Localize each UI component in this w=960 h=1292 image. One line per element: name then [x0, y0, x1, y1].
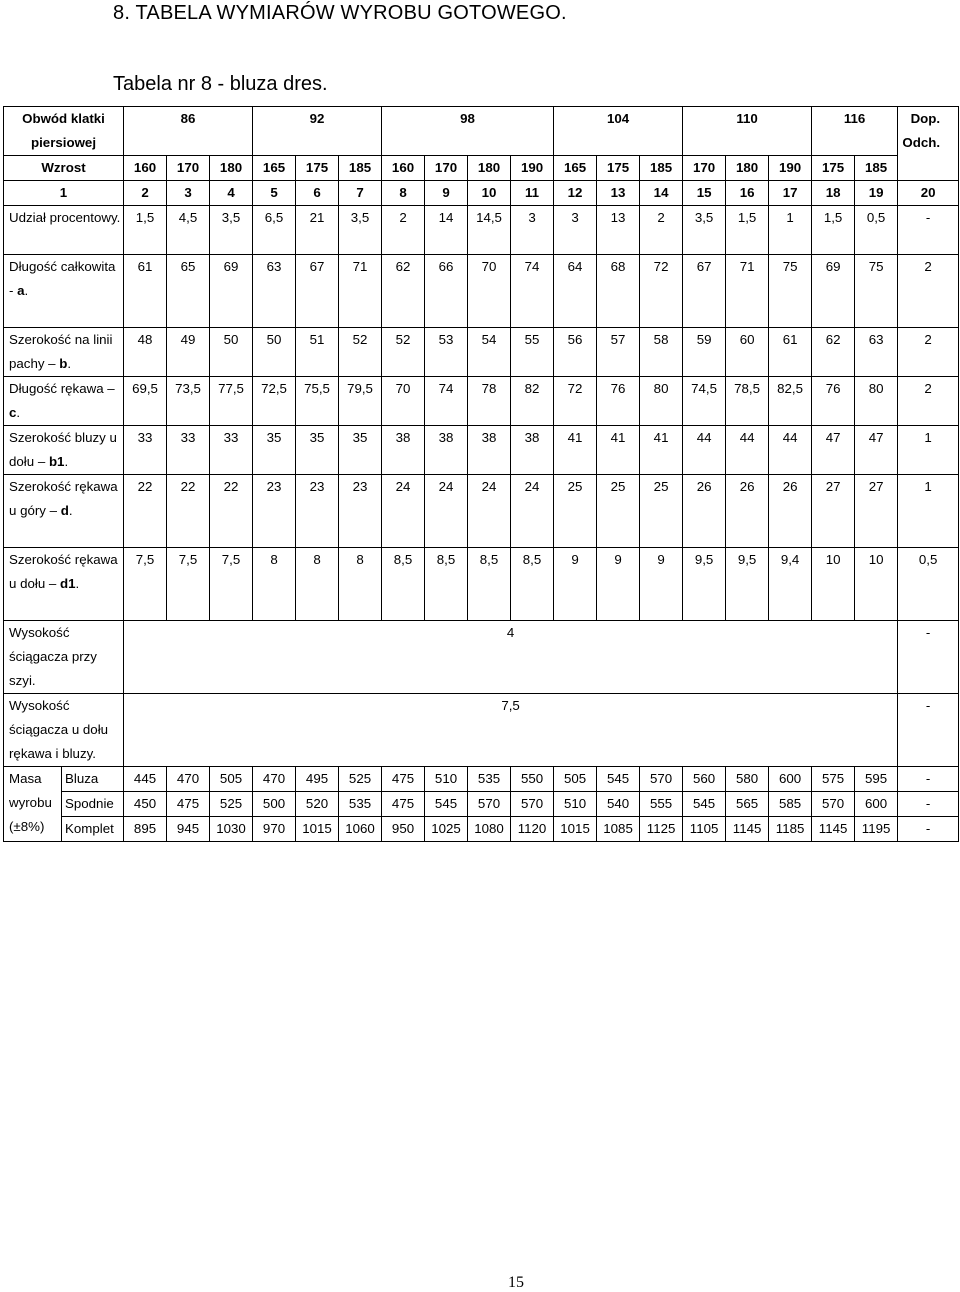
measurement-value: 2 — [640, 206, 683, 255]
height-value: 175 — [296, 156, 339, 181]
measurement-value: 1,5 — [812, 206, 855, 255]
chest-value: 86 — [124, 107, 253, 156]
height-value: 180 — [468, 156, 511, 181]
height-value: 180 — [726, 156, 769, 181]
measurement-value: 9 — [640, 548, 683, 621]
index-value: 20 — [898, 181, 959, 206]
measurement-value: 26 — [769, 475, 812, 548]
height-value: 170 — [683, 156, 726, 181]
mass-value: 520 — [296, 792, 339, 817]
measurement-value: 35 — [296, 426, 339, 475]
measurement-code: a — [17, 283, 25, 298]
measurement-value: 3 — [511, 206, 554, 255]
index-value: 9 — [425, 181, 468, 206]
mass-value: 1030 — [210, 817, 253, 842]
section-heading: 8. TABELA WYMIARÓW WYROBU GOTOWEGO. — [113, 2, 567, 24]
measurement-value: 74 — [511, 255, 554, 328]
mass-value: 535 — [468, 767, 511, 792]
measurement-row — [4, 475, 959, 548]
measurement-value: 22 — [210, 475, 253, 548]
measurement-value: 70 — [382, 377, 425, 426]
mass-value: 510 — [554, 792, 597, 817]
measurement-row — [4, 548, 959, 621]
tolerance-value: 2 — [898, 255, 959, 328]
index-value: 7 — [339, 181, 382, 206]
measurement-value: 75,5 — [296, 377, 339, 426]
mass-value: 565 — [726, 792, 769, 817]
mass-value: 1105 — [683, 817, 726, 842]
measurement-value: 78,5 — [726, 377, 769, 426]
measurement-value: 60 — [726, 328, 769, 377]
measurement-value: 74 — [425, 377, 468, 426]
measurement-value: 25 — [640, 475, 683, 548]
measurement-value: 44 — [726, 426, 769, 475]
mass-value: 1185 — [769, 817, 812, 842]
measurement-value: 75 — [769, 255, 812, 328]
measurement-value: 57 — [597, 328, 640, 377]
tolerance-value: 1 — [898, 426, 959, 475]
measurement-value: 48 — [124, 328, 167, 377]
measurement-value: 72 — [554, 377, 597, 426]
measurement-value: 67 — [683, 255, 726, 328]
measurement-value: 10 — [812, 548, 855, 621]
measurement-value: 73,5 — [167, 377, 210, 426]
measurement-value: 62 — [382, 255, 425, 328]
measurement-value: 41 — [554, 426, 597, 475]
measurement-value: 41 — [597, 426, 640, 475]
height-value: 160 — [124, 156, 167, 181]
measurement-value: 59 — [683, 328, 726, 377]
measurement-value: 3 — [554, 206, 597, 255]
measurement-value: 67 — [296, 255, 339, 328]
measurement-label: Udział procentowy. — [4, 206, 124, 255]
header-row-index — [4, 181, 959, 206]
measurement-value: 52 — [339, 328, 382, 377]
measurement-code: c — [9, 405, 17, 420]
measurement-value: 72,5 — [253, 377, 296, 426]
measurement-label: Szerokość bluzy u dołu – b1. — [4, 426, 124, 475]
measurement-value: 65 — [167, 255, 210, 328]
height-value: 185 — [855, 156, 898, 181]
measurement-label: Długość całkowita - a. — [4, 255, 124, 328]
index-value: 8 — [382, 181, 425, 206]
index-value: 16 — [726, 181, 769, 206]
chest-value: 98 — [382, 107, 554, 156]
mass-value: 1195 — [855, 817, 898, 842]
measurement-value: 0,5 — [855, 206, 898, 255]
page-number: 15 — [508, 1274, 524, 1291]
mass-value: 445 — [124, 767, 167, 792]
measurement-value: 23 — [253, 475, 296, 548]
measurement-value: 14 — [425, 206, 468, 255]
measurement-value: 8 — [296, 548, 339, 621]
mass-value: 545 — [683, 792, 726, 817]
measurement-value: 8,5 — [511, 548, 554, 621]
measurement-value: 71 — [726, 255, 769, 328]
mass-value: 1060 — [339, 817, 382, 842]
mass-value: 475 — [382, 792, 425, 817]
mass-value: 600 — [855, 792, 898, 817]
mass-row — [4, 767, 959, 792]
measurement-value: 3,5 — [210, 206, 253, 255]
measurement-value: 80 — [640, 377, 683, 426]
index-value: 15 — [683, 181, 726, 206]
mass-value: 470 — [253, 767, 296, 792]
measurement-value: 63 — [855, 328, 898, 377]
mass-value: 570 — [468, 792, 511, 817]
mass-value: 495 — [296, 767, 339, 792]
measurement-code: b1 — [48, 454, 65, 469]
measurement-row — [4, 377, 959, 426]
measurement-value: 70 — [468, 255, 511, 328]
measurement-value: 71 — [339, 255, 382, 328]
mass-row — [4, 817, 959, 842]
measurement-value: 35 — [339, 426, 382, 475]
measurement-value: 56 — [554, 328, 597, 377]
height-value: 175 — [812, 156, 855, 181]
mass-item-name: Spodnie — [62, 792, 124, 817]
measurement-value: 62 — [812, 328, 855, 377]
mass-value: 945 — [167, 817, 210, 842]
index-value: 6 — [296, 181, 339, 206]
mass-value: 555 — [640, 792, 683, 817]
measurement-value: 38 — [468, 426, 511, 475]
height-value: 175 — [597, 156, 640, 181]
measurement-value: 69,5 — [124, 377, 167, 426]
tolerance-value: - — [898, 817, 959, 842]
mass-value: 545 — [597, 767, 640, 792]
mass-value: 550 — [511, 767, 554, 792]
mass-item-name: Bluza — [62, 767, 124, 792]
measurement-value: 22 — [124, 475, 167, 548]
mass-value: 470 — [167, 767, 210, 792]
measurement-value: 24 — [382, 475, 425, 548]
measurement-value: 27 — [855, 475, 898, 548]
mass-value: 1145 — [812, 817, 855, 842]
measurement-value: 44 — [769, 426, 812, 475]
mass-value: 525 — [210, 792, 253, 817]
measurement-value: 9,5 — [683, 548, 726, 621]
measurement-value: 25 — [597, 475, 640, 548]
header-row-chest — [4, 107, 959, 156]
mass-value: 545 — [425, 792, 468, 817]
mass-value: 505 — [210, 767, 253, 792]
mass-value: 500 — [253, 792, 296, 817]
mass-value: 540 — [597, 792, 640, 817]
tolerance-value: 0,5 — [898, 548, 959, 621]
height-value: 180 — [210, 156, 253, 181]
mass-value: 1015 — [296, 817, 339, 842]
measurement-value: 7,5 — [210, 548, 253, 621]
measurement-code: b — [59, 356, 68, 371]
mass-value: 570 — [812, 792, 855, 817]
mass-row — [4, 792, 959, 817]
measurement-value: 82,5 — [769, 377, 812, 426]
index-value: 12 — [554, 181, 597, 206]
tolerance-value: 2 — [898, 328, 959, 377]
chest-label: Obwód klatki piersiowej — [4, 107, 124, 156]
index-value: 11 — [511, 181, 554, 206]
measurement-value: 38 — [511, 426, 554, 475]
mass-value: 450 — [124, 792, 167, 817]
measurement-value: 10 — [855, 548, 898, 621]
measurement-value: 1,5 — [726, 206, 769, 255]
measurement-value: 80 — [855, 377, 898, 426]
measurement-value: 49 — [167, 328, 210, 377]
measurement-value: 24 — [425, 475, 468, 548]
measurement-value: 9 — [597, 548, 640, 621]
mass-value: 1015 — [554, 817, 597, 842]
measurement-value: 9,4 — [769, 548, 812, 621]
measurement-value: 64 — [554, 255, 597, 328]
header-row-height — [4, 156, 959, 181]
index-value: 4 — [210, 181, 253, 206]
index-value: 14 — [640, 181, 683, 206]
measurement-value: 2 — [382, 206, 425, 255]
mass-value: 585 — [769, 792, 812, 817]
hem-value: 7,5 — [124, 694, 898, 767]
cuff-row — [4, 621, 959, 694]
index-value: 1 — [4, 181, 124, 206]
height-value: 160 — [382, 156, 425, 181]
measurement-value: 35 — [253, 426, 296, 475]
height-value: 190 — [769, 156, 812, 181]
index-value: 10 — [468, 181, 511, 206]
measurement-value: 47 — [812, 426, 855, 475]
measurement-label: Szerokość rękawa u dołu – d1. — [4, 548, 124, 621]
measurement-value: 41 — [640, 426, 683, 475]
dimensions-table — [3, 106, 959, 842]
measurement-value: 63 — [253, 255, 296, 328]
tolerance-value: 2 — [898, 377, 959, 426]
mass-value: 510 — [425, 767, 468, 792]
measurement-value: 72 — [640, 255, 683, 328]
chest-value: 92 — [253, 107, 382, 156]
height-value: 185 — [339, 156, 382, 181]
measurement-value: 61 — [769, 328, 812, 377]
measurement-value: 50 — [210, 328, 253, 377]
measurement-value: 61 — [124, 255, 167, 328]
measurement-value: 24 — [511, 475, 554, 548]
mass-value: 475 — [382, 767, 425, 792]
cuff-value: 4 — [124, 621, 898, 694]
measurement-value: 76 — [812, 377, 855, 426]
mass-value: 1085 — [597, 817, 640, 842]
chest-value: 104 — [554, 107, 683, 156]
index-value: 2 — [124, 181, 167, 206]
mass-value: 970 — [253, 817, 296, 842]
mass-value: 895 — [124, 817, 167, 842]
measurement-value: 21 — [296, 206, 339, 255]
measurement-value: 13 — [597, 206, 640, 255]
index-value: 13 — [597, 181, 640, 206]
chest-value: 116 — [812, 107, 898, 156]
measurement-value: 50 — [253, 328, 296, 377]
mass-value: 570 — [511, 792, 554, 817]
measurement-value: 66 — [425, 255, 468, 328]
measurement-value: 77,5 — [210, 377, 253, 426]
mass-value: 560 — [683, 767, 726, 792]
height-value: 165 — [554, 156, 597, 181]
mass-value: 475 — [167, 792, 210, 817]
tolerance-value: 1 — [898, 475, 959, 548]
measurement-value: 75 — [855, 255, 898, 328]
measurement-value: 52 — [382, 328, 425, 377]
tolerance-value: - — [898, 767, 959, 792]
measurement-value: 1,5 — [124, 206, 167, 255]
measurement-value: 76 — [597, 377, 640, 426]
measurement-value: 6,5 — [253, 206, 296, 255]
measurement-row — [4, 255, 959, 328]
tolerance-header: Dop. Odch. — [898, 107, 959, 181]
measurement-value: 38 — [425, 426, 468, 475]
measurement-value: 58 — [640, 328, 683, 377]
measurement-label: Długość rękawa – c. — [4, 377, 124, 426]
measurement-value: 82 — [511, 377, 554, 426]
measurement-value: 47 — [855, 426, 898, 475]
measurement-label: Szerokość na linii pachy – b. — [4, 328, 124, 377]
measurement-value: 1 — [769, 206, 812, 255]
mass-value: 505 — [554, 767, 597, 792]
measurement-value: 26 — [683, 475, 726, 548]
measurement-value: 8 — [339, 548, 382, 621]
measurement-code: d — [60, 503, 69, 518]
tolerance-value: - — [898, 694, 959, 767]
measurement-value: 69 — [210, 255, 253, 328]
measurement-value: 8,5 — [425, 548, 468, 621]
measurement-value: 24 — [468, 475, 511, 548]
height-value: 170 — [425, 156, 468, 181]
measurement-value: 33 — [210, 426, 253, 475]
mass-value: 570 — [640, 767, 683, 792]
measurement-code: d1 — [60, 576, 76, 591]
measurement-value: 8,5 — [382, 548, 425, 621]
measurement-value: 68 — [597, 255, 640, 328]
measurement-value: 51 — [296, 328, 339, 377]
height-value: 185 — [640, 156, 683, 181]
mass-value: 600 — [769, 767, 812, 792]
mass-value: 1080 — [468, 817, 511, 842]
height-value: 170 — [167, 156, 210, 181]
index-value: 3 — [167, 181, 210, 206]
mass-value: 1025 — [425, 817, 468, 842]
mass-value: 580 — [726, 767, 769, 792]
measurement-value: 53 — [425, 328, 468, 377]
index-value: 5 — [253, 181, 296, 206]
measurement-value: 38 — [382, 426, 425, 475]
chest-value: 110 — [683, 107, 812, 156]
measurement-value: 23 — [339, 475, 382, 548]
mass-value: 950 — [382, 817, 425, 842]
measurement-value: 8 — [253, 548, 296, 621]
measurement-value: 22 — [167, 475, 210, 548]
measurement-value: 7,5 — [124, 548, 167, 621]
measurement-row — [4, 328, 959, 377]
measurement-value: 8,5 — [468, 548, 511, 621]
index-value: 17 — [769, 181, 812, 206]
measurement-value: 74,5 — [683, 377, 726, 426]
measurement-value: 69 — [812, 255, 855, 328]
measurement-value: 9 — [554, 548, 597, 621]
measurement-value: 3,5 — [339, 206, 382, 255]
height-value: 165 — [253, 156, 296, 181]
mass-item-name: Komplet — [62, 817, 124, 842]
mass-value: 535 — [339, 792, 382, 817]
mass-value: 595 — [855, 767, 898, 792]
measurement-value: 33 — [167, 426, 210, 475]
index-value: 18 — [812, 181, 855, 206]
measurement-value: 55 — [511, 328, 554, 377]
measurement-row — [4, 206, 959, 255]
index-value: 19 — [855, 181, 898, 206]
measurement-value: 25 — [554, 475, 597, 548]
mass-label: Masa wyrobu (±8%) — [4, 767, 62, 842]
measurement-value: 33 — [124, 426, 167, 475]
mass-value: 525 — [339, 767, 382, 792]
tolerance-value: - — [898, 621, 959, 694]
mass-value: 1125 — [640, 817, 683, 842]
tolerance-value: - — [898, 206, 959, 255]
cuff-label: Wysokość ściągacza przy szyi. — [4, 621, 124, 694]
hem-row — [4, 694, 959, 767]
height-label: Wzrost — [4, 156, 124, 181]
mass-value: 575 — [812, 767, 855, 792]
measurement-value: 79,5 — [339, 377, 382, 426]
measurement-value: 14,5 — [468, 206, 511, 255]
mass-value: 1120 — [511, 817, 554, 842]
height-value: 190 — [511, 156, 554, 181]
measurement-value: 26 — [726, 475, 769, 548]
tolerance-value: - — [898, 792, 959, 817]
table-caption: Tabela nr 8 - bluza dres. — [113, 73, 328, 95]
measurement-value: 78 — [468, 377, 511, 426]
hem-label: Wysokość ściągacza u dołu rękawa i bluzy. — [4, 694, 124, 767]
measurement-value: 27 — [812, 475, 855, 548]
measurement-row — [4, 426, 959, 475]
measurement-value: 7,5 — [167, 548, 210, 621]
measurement-value: 9,5 — [726, 548, 769, 621]
measurement-value: 3,5 — [683, 206, 726, 255]
measurement-value: 23 — [296, 475, 339, 548]
measurement-value: 54 — [468, 328, 511, 377]
measurement-value: 44 — [683, 426, 726, 475]
measurement-label: Szerokość rękawa u góry – d. — [4, 475, 124, 548]
mass-value: 1145 — [726, 817, 769, 842]
measurement-value: 4,5 — [167, 206, 210, 255]
